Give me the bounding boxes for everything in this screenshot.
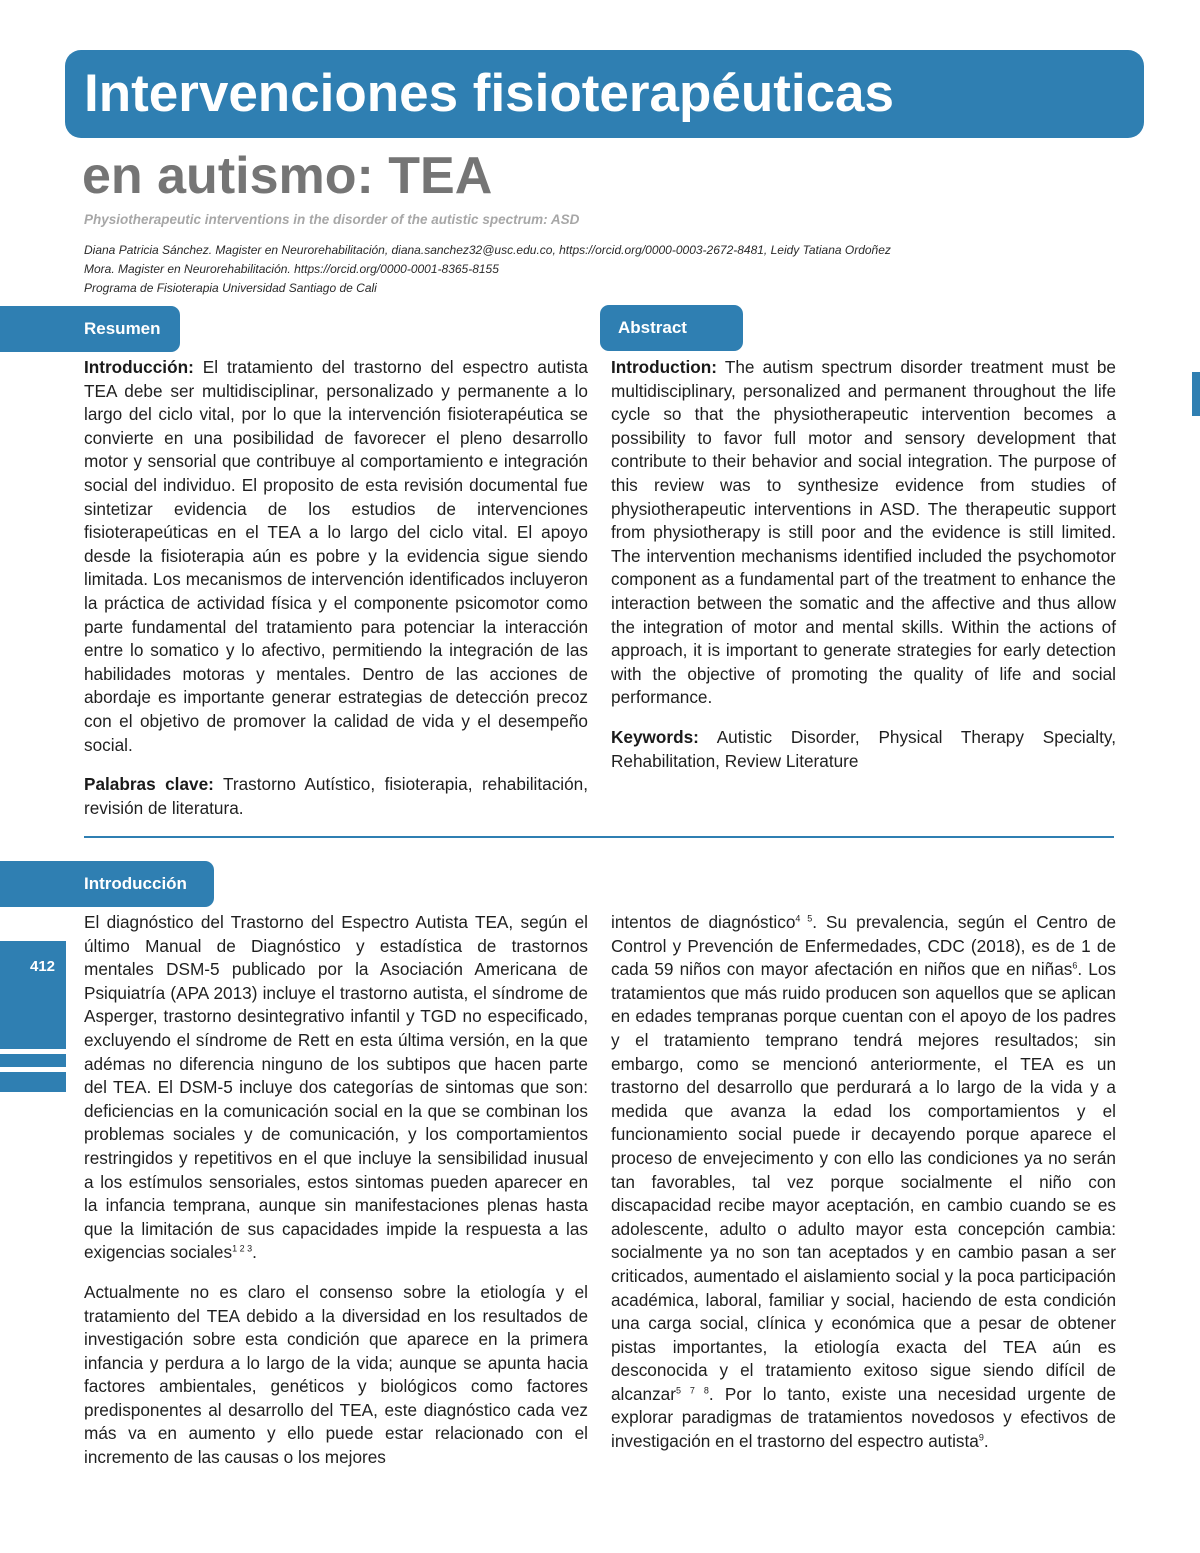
resumen-intro-label: Introducción: [84,357,194,377]
intro-p1-text: El diagnóstico del Trastorno del Espectro Autista TEA, según el último Manual de Diagnóstico y estadística de trastornos mentales DSM-5 publicado por la Asociación Americana de Psiquiatría (APA 2013) incluye el trastorno autista, el síndrome de Asperger, trastorno desintegrativo infantil y TGD no especificado, excluyendo el síndrome de Rett en esta última versión, en la que adémas no diferencia ninguno de los subtipos que hacen parte del TEA. El DSM-5 incluye dos categorías de sintomas que son: deficiencias en la comunicación social en la que se combinan los problemas sociales y de comunicación, y los comportamientos restringidos y repetitivos en el que incluye la sensibilidad inusual a los estímulos sensoriales, estos sintomas pueden aparecer en la infancia temprana, aunque sin manifestaciones plenas hasta que la limitación de sus capacidades impide la respuesta a las exigencias sociales [84,912,588,1263]
abstract-column [611,356,1116,789]
palabras-clave-text: Trastorno Autístico, fisioterapia, rehabilitación, revisión de literatura. [84,774,588,818]
introduccion-paragraph-3 [611,911,1116,1454]
abstract-intro-label: Introduction: [611,357,717,377]
introduccion-paragraph-2: Actualmente no es claro el consenso sobre la etiología y el tratamiento del TEA debido a la diversidad en los resultados de investigación sobre esta condición que aparece en la primera infancia y perdura a lo largo de la vida; aunque se apunta hacia factores ambientales, genéticos y biológicos como factores predisponentes al desarrollo del TEA, este diagnóstico cada vez más va en aumento y ello puede estar relacionado con el incremento de las causas o los mejores [84,1281,588,1468]
article-title: Intervenciones fisioterapéuticas [84,64,895,123]
intro-p3-text-c: . Los tratamientos que más ruido producen son aquellos que se aplican en edades tempranas porque cuentan con el apoyo de los padres y el tratamiento temprano tendrá mejores resultados; sin embargo, como se mencionó anteriormente, el TEA es un trastorno del desarrollo que perdurará a lo largo de la vida y a medida que avanza la edad los comportamientos y el funcionamiento social puede ir decayendo porque aparece el proceso de envejecimento y con ello las condiciones ya no serán tan favorables, tal vez porque socialmente el niño con discapacidad recibe mayor aceptación, en cambio cuando se es adolescente, adulto o adulto mayor esta concepción cambia: socialmente ya no son tan aceptados y en cambio pasan a ser criticados, aumentado el aislamiento social y la poca participación académica, laboral, familiar y social, haciendo de esta condición una carga social, clínica y económica que a pesar de obtener pistas importantes, la etiología exacta del TEA aún es desconocida y el tratamiento exitoso sigue siendo difícil de alcanzar [611,959,1116,1404]
introduccion-heading: Introducción [0,861,214,907]
keywords-label: Keywords: [611,726,699,747]
author-line-1: Diana Patricia Sánchez. Magister en Neurorehabilitación, diana.sanchez32@usc.edu.co, https://orcid.org/0000-0003-2672-8481, Leidy Tatiana Ordoñez [84,243,891,257]
intro-p3-text-b: . Su prevalencia, según el Centro de Control y Prevención de Enfermedades, CDC (2018), es de 1 de cada 59 niños con mayor afectación en niños que en niñas [611,912,1116,980]
introduccion-left-column [84,911,588,1486]
author-affiliation: Programa de Fisioterapia Universidad Santiago de Cali [84,281,377,295]
resumen-intro-text: El tratamiento del trastorno del espectro autista TEA debe ser multidisciplinar, personalizado y permanente a lo largo del ciclo vital, por lo que la intervención fisioterapéutica se convierte en una posibilidad de favorecer el pleno desarrollo motor y sensorial que contribuye al comportamiento e integración social del individuo. El proposito de esta revisión documental fue sintetizar evidencia de los estudios de intervenciones fisioterapeúticas en el TEA a lo largo del ciclo vital. El apoyo desde la fisioterapia aún es pobre y la evidencia sigue siendo limitada. Los mecanismos de intervención identificados incluyeron la práctica de actividad física y el componente psicomotor como parte fundamental del tratamiento para potenciar la interacción entre lo somatico y lo afectivo, permitiendo la integración de las habilidades motoras y mentales. Dentro de las acciones de abordaje es importante generar estrategias de detección precoz con el objetivo de promover la calidad de vida y el desempeño social. [84,357,588,755]
introduccion-right-column [611,911,1116,1470]
section-divider [84,836,1114,838]
author-line-2: Mora. Magister en Neurorehabilitación. https://orcid.org/0000-0001-8365-8155 [84,262,499,276]
intro-p3-text-a: intentos de diagnóstico [611,912,796,932]
resumen-column [84,356,588,836]
palabras-clave-label: Palabras clave: [84,774,214,795]
intro-p3-text-d: . Por lo tanto, existe una necesidad urgente de explorar paradigmas de tratamientos novedosos y efectivos de investigación en el trastorno del espectro autista [611,1383,1116,1452]
introduccion-paragraph-1 [84,911,588,1265]
resumen-heading: Resumen [0,306,180,352]
citation-ref: 6 [1072,960,1078,971]
author-info [84,241,1114,298]
margin-bar [0,1072,66,1092]
citation-ref: 1 2 3 [232,1243,253,1254]
citation-ref: 9 [978,1432,984,1443]
resumen-paragraph [84,356,588,757]
margin-bar [0,1054,66,1067]
page-edge-marker [1192,372,1200,416]
article-title-line2: en autismo: TEA [82,147,493,205]
abstract-intro-text: The autism spectrum disorder treatment must be multidisciplinary, personalized and permanent throughout the life cycle so that the physiotherapeutic intervention becomes a possibility to favor full motor and sensory development that contribute to their behavior and social integration. The purpose of this review was to synthesize evidence from studies of physiotherapeutic interventions in ASD. The therapeutic support from physiotherapy is still poor and the evidence is still limited. The intervention mechanisms identified included the psychomotor component as a fundamental part of the treatment to enhance the interaction between the somatic and the affective and thus allow the integration of motor and mental skills. Within the actions of approach, it is important to generate strategies for early detection with the objective of promoting the quality of life and social performance. [611,357,1116,708]
page-number: 412 [30,958,56,975]
abstract-heading: Abstract [600,305,743,351]
english-subtitle: Physiotherapeutic interventions in the disorder of the autistic spectrum: ASD [84,212,580,227]
intro-p3-text-e: . [983,1431,989,1452]
keywords-text: Autistic Disorder, Physical Therapy Specialty, Rehabilitation, Review Literature [611,726,1116,771]
abstract-keywords [611,726,1116,773]
citation-ref: 5 7 8 [675,1385,709,1396]
intro-p1-end: . [252,1242,257,1263]
resumen-keywords [84,773,588,820]
abstract-paragraph [611,356,1116,710]
citation-ref: 4 5 [795,913,813,924]
